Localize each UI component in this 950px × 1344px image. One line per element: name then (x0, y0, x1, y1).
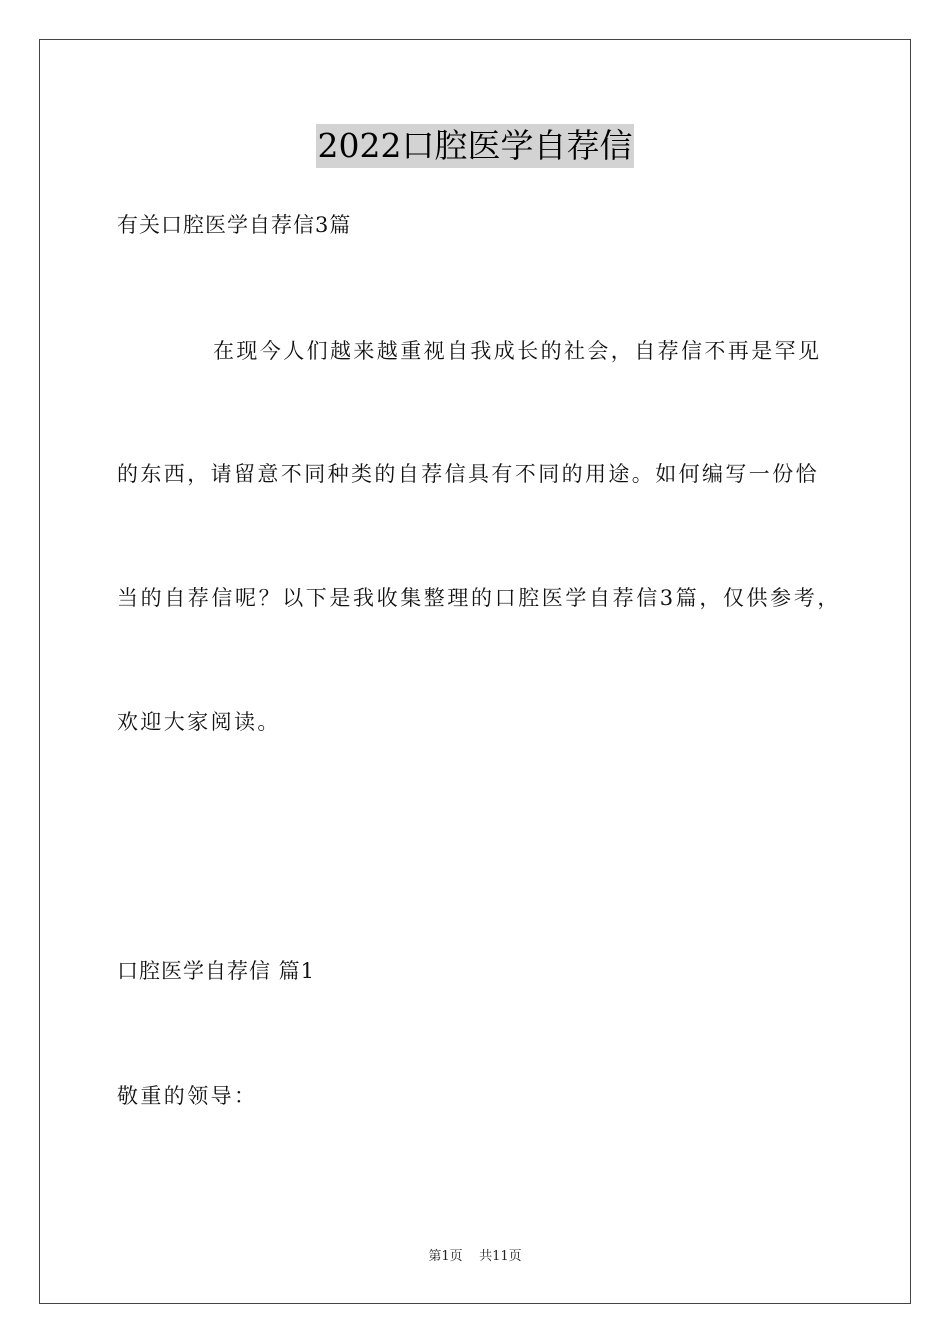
page-footer (0, 1248, 950, 1266)
salutation: 敬重的领导： (117, 1084, 258, 1108)
intro-paragraph-line-3: 当的自荐信呢？以下是我收集整理的口腔医学自荐信3篇，仅供参考， (117, 586, 841, 610)
document-title: 2022口腔医学自荐信 (316, 124, 635, 168)
document-subtitle: 有关口腔医学自荐信3篇 (117, 213, 352, 237)
page-number: 第1页 (428, 1249, 463, 1264)
title-container (0, 124, 950, 168)
intro-paragraph-line-2: 的东西，请留意不同种类的自荐信具有不同的用途。如何编写一份恰 (117, 462, 819, 486)
section-heading: 口腔医学自荐信 篇1 (117, 959, 316, 983)
intro-paragraph-line-1: 在现今人们越来越重视自我成长的社会，自荐信不再是罕见 (213, 339, 822, 363)
intro-paragraph-line-4: 欢迎大家阅读。 (117, 710, 281, 734)
page-total: 共11页 (479, 1249, 522, 1264)
